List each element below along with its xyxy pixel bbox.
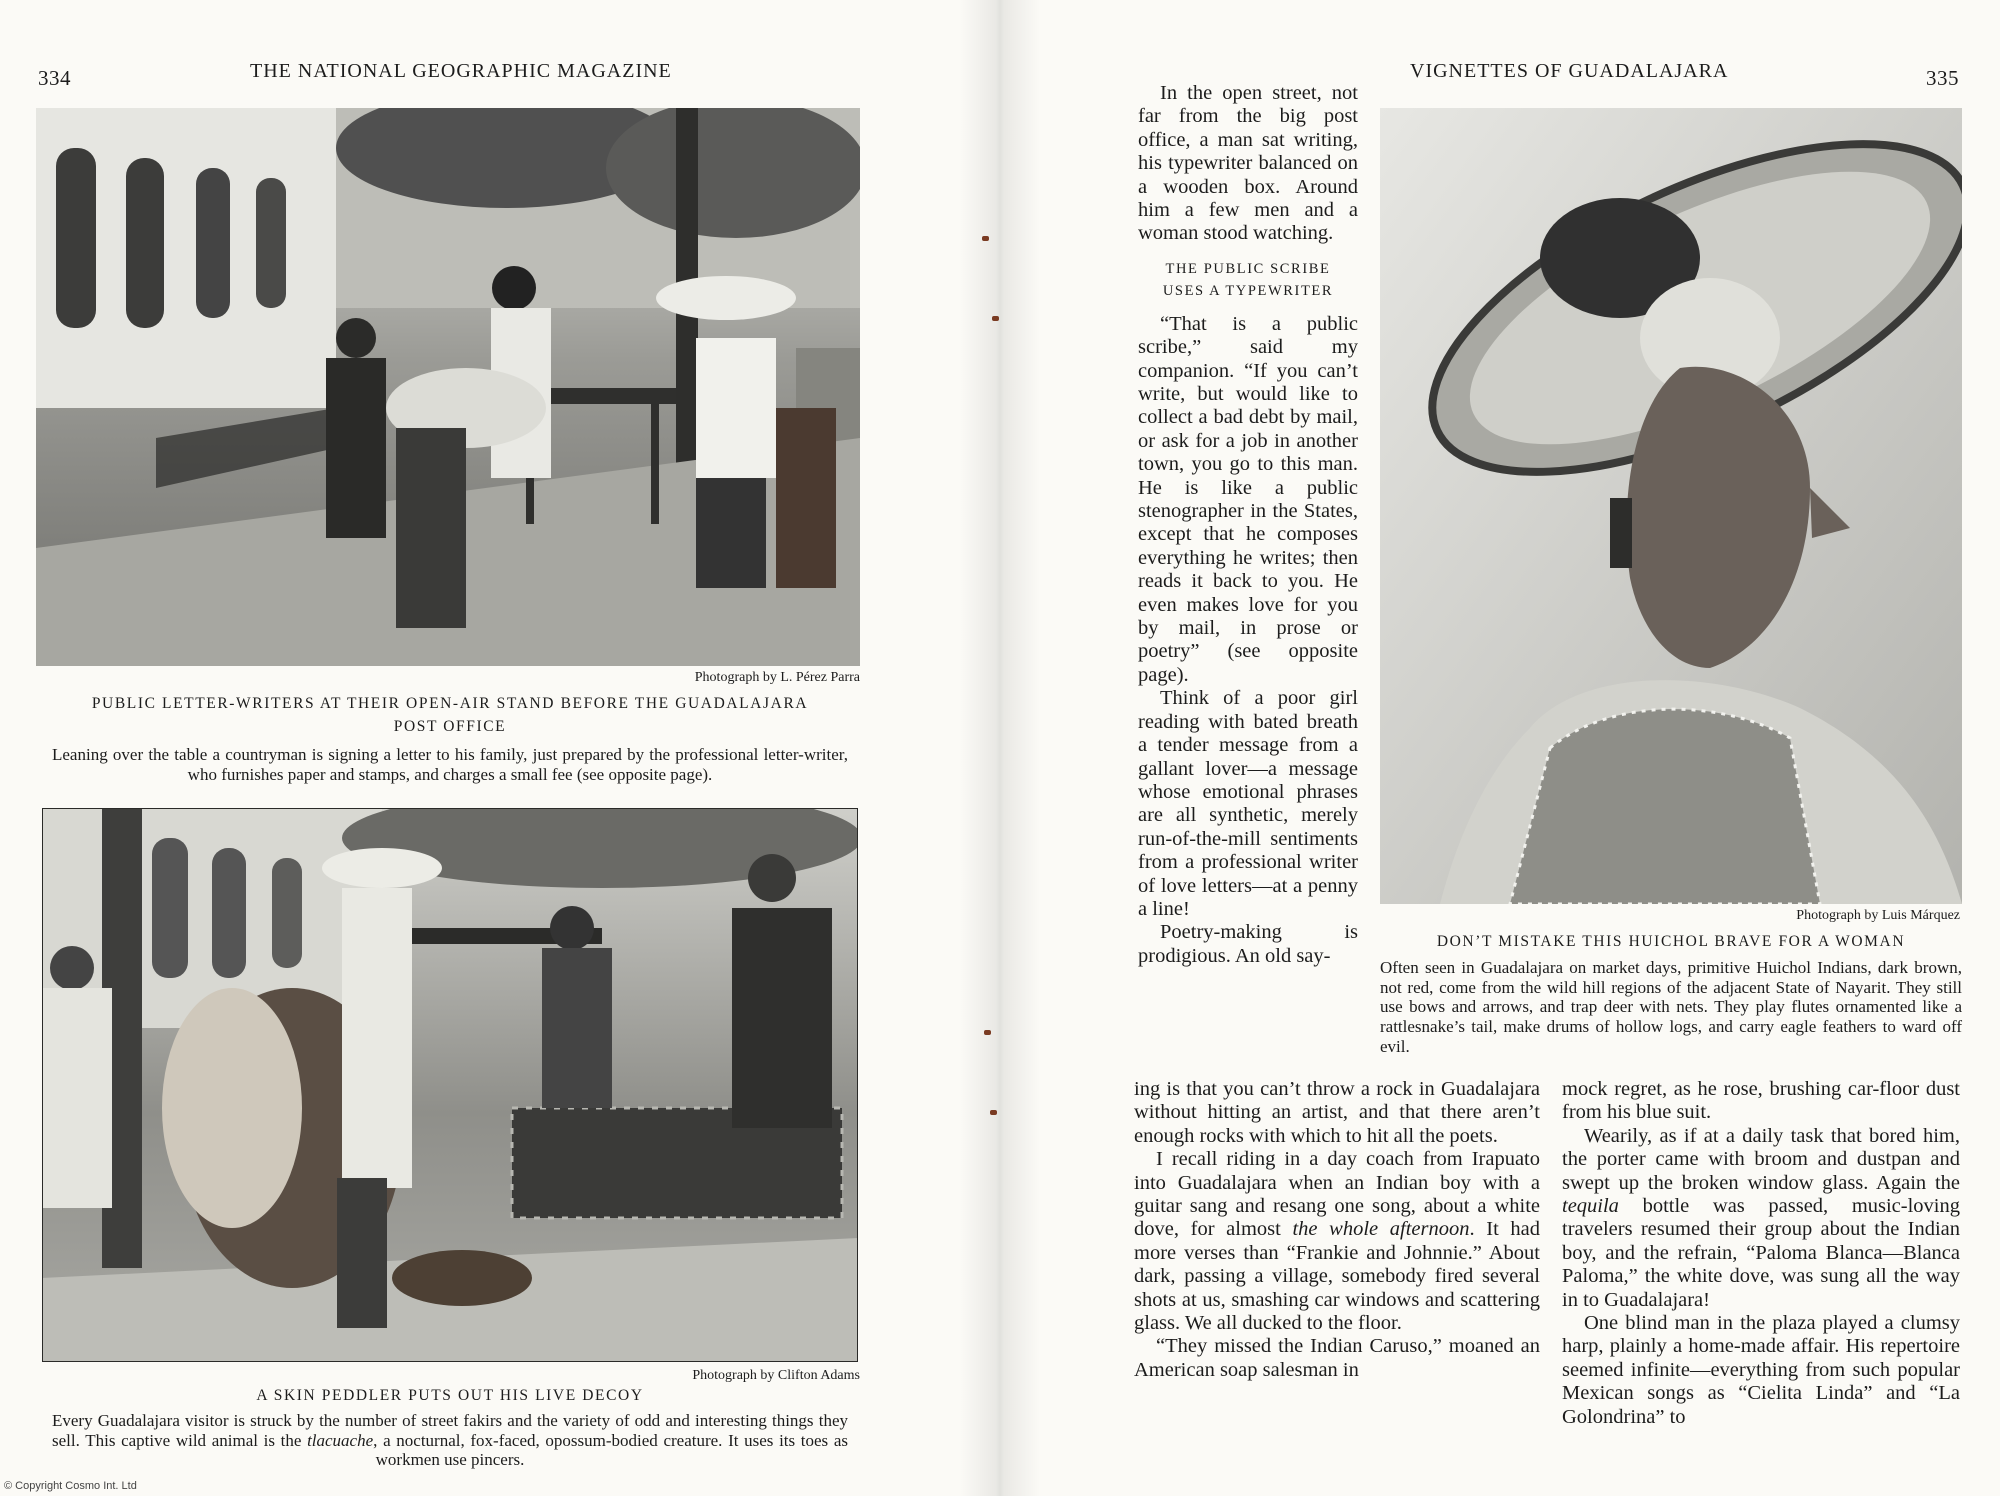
photo1-caption-title: PUBLIC LETTER-WRITERS AT THEIR OPEN-AIR STAND BEFORE THE GUADALAJARA POST OFFICE: [91, 695, 809, 736]
right-page: [1000, 0, 2000, 1496]
paragraph-7: [1562, 1125, 1960, 1312]
binding-stitch: [982, 236, 989, 241]
paragraph-5-b: . It had more verses than “Frankie and Johnnie.” About dark, passing a village, somebody fired several shots at us, smashing car windows and scattering glass. We all ducked to the floor.: [1134, 1218, 1541, 1335]
street-scene-photo-icon: [36, 108, 860, 666]
running-head-left: THE NATIONAL GEOGRAPHIC MAGAZINE: [250, 60, 672, 82]
right-column-1: [1138, 82, 1358, 968]
paragraph-1: In the open street, not far from the big post office, a man sat writing, his typewriter balanced on a wooden box. Around him a few men and a woman stood watching.: [1138, 82, 1358, 245]
subhead-line-1: THE PUBLIC SCRIBE: [1165, 260, 1331, 277]
binding-stitch: [992, 316, 999, 321]
paragraph-4-start: Poetry-making is prodigious. An old say-: [1138, 921, 1358, 967]
paragraph-5: [1134, 1148, 1540, 1335]
page-number-left: 334: [38, 66, 71, 90]
photo2-caption-body: [52, 1411, 848, 1470]
photo2-caption-body-1: Every Guadalajara visitor is struck by the number of street fakirs and the variety of odd and interesting things they sell. This captive wild animal is the: [52, 1411, 848, 1450]
photo1-caption-body: Leaning over the table a countryman is signing a letter to his family, just prepared by the professional letter-writer, who furnishes paper and stamps, and charges a small fee (see opposite page).: [52, 745, 848, 784]
page-number-right: 335: [1926, 66, 1959, 90]
paragraph-7-italic: tequila: [1562, 1195, 1619, 1218]
paragraph-8: One blind man in the plaza played a clumsy harp, plainly a home-made affair. His repertoire seemed infinite—everything from such popular Mexican songs as “Cielita Linda” and “La Golondrina” to: [1562, 1312, 1960, 1428]
photo2-credit: Photograph by Clifton Adams: [692, 1368, 860, 1383]
huichol-caption-body: Often seen in Guadalajara on market days, primitive Huichol Indians, dark brown, not red, come from the wild hill regions of the adjacent State of Nayarit. They still use bows and arrows, and trap deer with nets. They play flutes ornamented like a rattlesnake’s tail, make drums of hollow logs, and carry eagle feathers to ward off evil.: [1380, 958, 1962, 1056]
photo1-credit: Photograph by L. Pérez Parra: [694, 670, 860, 685]
paragraph-7-a: Wearily, as if at a daily task that bored him, the porter came with broom and dustpan and swept up the broken window glass. Again the: [1562, 1124, 1960, 1194]
photo2-caption-body-2: , a nocturnal, fox-faced, opossum-bodied creature. It uses its toes as workmen use pincers.: [373, 1430, 848, 1470]
huichol-man-photo-icon: [1380, 108, 1962, 904]
skin-peddler-photo: [42, 808, 858, 1362]
paragraph-4-continued: ing is that you can’t throw a rock in Guadalajara without hitting an artist, and that there aren’t enough rocks with which to hit all the poets.: [1134, 1078, 1540, 1147]
subhead: [1138, 258, 1358, 303]
right-column-3: [1562, 1078, 1960, 1429]
huichol-photo: [1380, 108, 1962, 904]
huichol-caption-title: DON’T MISTAKE THIS HUICHOL BRAVE FOR A WOMAN: [1436, 933, 1906, 950]
paragraph-6-continued: mock regret, as he rose, brushing car-floor dust from his blue suit.: [1562, 1078, 1960, 1124]
skin-peddler-photo-icon: [42, 808, 858, 1362]
paragraph-5-a: I recall riding in a day coach from Irapuato into Guadalajara when an Indian boy with a guitar sang and resang one song, about a white dove, for almost: [1134, 1148, 1540, 1241]
paragraph-6: “They missed the Indian Caruso,” moaned an American soap salesman in: [1134, 1335, 1540, 1381]
subhead-line-2: USES A TYPEWRITER: [1162, 283, 1334, 300]
paragraph-2: “That is a public scribe,” said my companion. “If you can’t write, but would like to collect a bad debt by mail, or ask for a job in another town, you go to this man. He is like a public stenographer in the States, except that he composes everything he writes; then reads it back to you. He even makes love for you by mail, in prose or poetry” (see opposite page).: [1138, 312, 1358, 686]
right-column-2: [1134, 1078, 1540, 1382]
letter-writers-photo: [36, 108, 860, 666]
paragraph-7-b: bottle was passed, music-loving travelers resumed their group about the Indian boy, and the refrain, “Paloma Blanca—Blanca Paloma,” the white dove, was sung all the way in to Guadalajara!: [1562, 1195, 1960, 1311]
running-head-right: VIGNETTES OF GUADALAJARA: [1410, 60, 1729, 82]
photo2-caption-italic: tlacuache: [307, 1430, 374, 1450]
copyright-notice: © Copyright Cosmo Int. Ltd: [4, 1480, 137, 1492]
paragraph-3: Think of a poor girl reading with bated breath a tender message from a gallant lover—a message whose emotional phrases are all synthetic, merely run-of-the-mill sentiments from a professional writer of love letters—at a penny a line!: [1138, 687, 1358, 920]
paragraph-5-italic: the whole afternoon: [1292, 1218, 1470, 1241]
binding-stitch: [984, 1030, 991, 1035]
binding-stitch: [990, 1110, 997, 1115]
huichol-photo-credit: Photograph by Luis Márquez: [1796, 908, 1960, 923]
photo2-caption-title: A SKIN PEDDLER PUTS OUT HIS LIVE DECOY: [256, 1387, 644, 1404]
